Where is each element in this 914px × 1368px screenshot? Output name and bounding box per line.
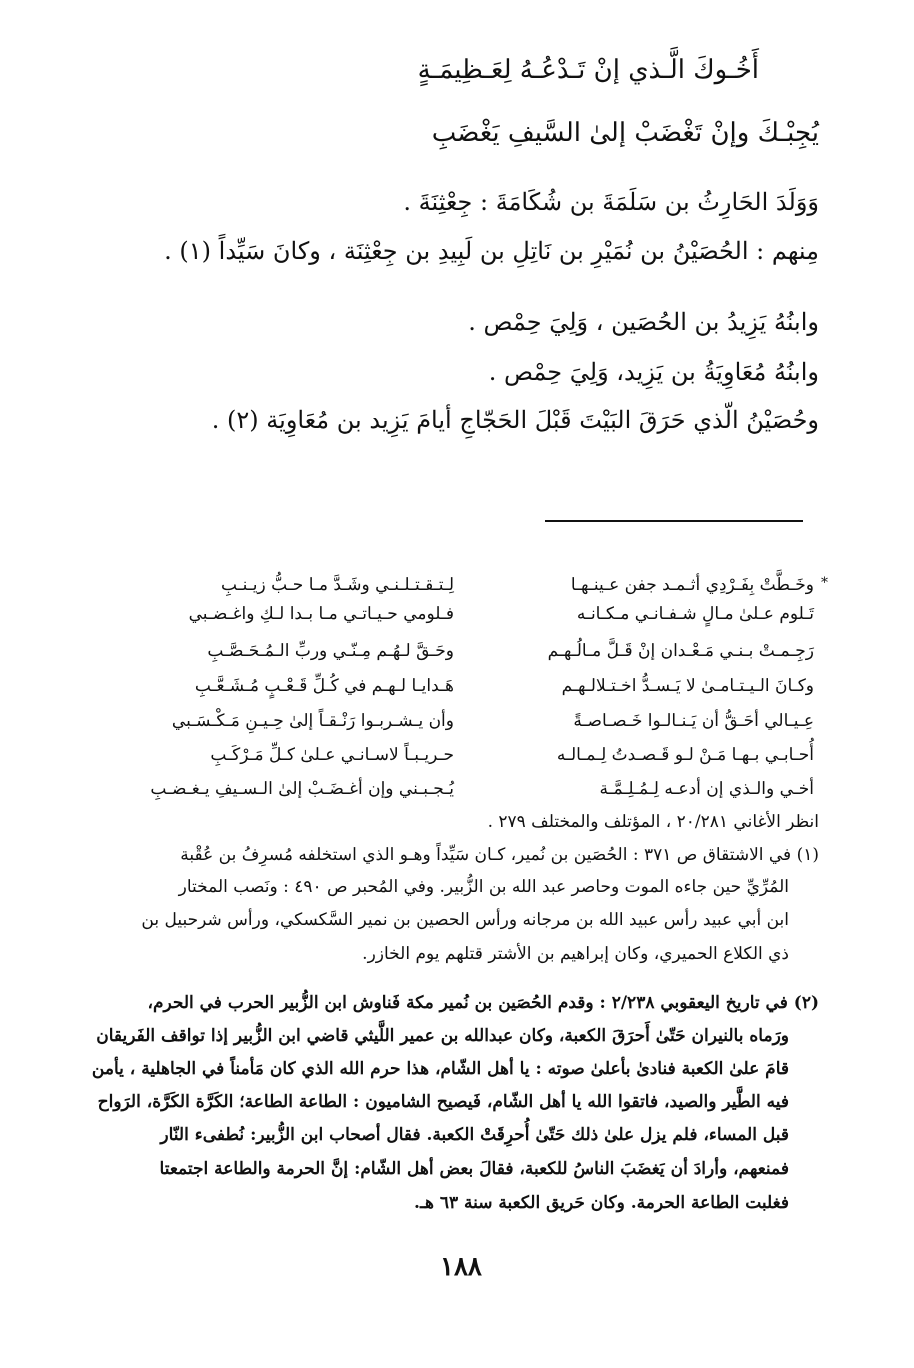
footnote-2-line: فيه الطَّير والصيد، فاتقوا الله يا أهل الشّام، فَيصيح الشاميون : الطاعة الطاعة؛ الكَرَّة الكَرَّة، الرَواح (97, 1092, 789, 1112)
footnote-2-line: فمنعهم، وأرادَ أن يَغضَبَ الناسُ للكعبة، فقالَ بعض أهل الشّام: إنَّ الحرمة والطاعة اجتمعتا (159, 1159, 789, 1179)
footnote-verse-right: وكـانَ الـيـتـامـىٰ لا يَـسـدُّ اخـتـلالـهـم (561, 676, 814, 696)
footnote-verse-left: يُـجـبـني وإن أغـضَـبْ إلىٰ الـسـيفِ يـغـضـبِ (150, 779, 454, 799)
footnote-1-line: المُرِّيِّ حين جاءه الموت وحاصر عبد الله بن الزُّبير. وفي المُحبر ص ٤٩٠ : ونَصب المختار (178, 877, 789, 897)
body-line-genealogy: وَوَلَدَ الحَارِثُ بن سَلَمَةَ بن شُكَامَةَ : جِعْثِنَةَ . (403, 188, 819, 216)
body-line-yazid: وابنُهُ يَزِيدُ بن الحُصَين ، وَلِيَ حِمْص . (468, 308, 819, 336)
footnote-verse-right: تَـلوم عـلىٰ مـالٍ شـفـانـي مـكـانـه (576, 604, 814, 624)
footnote-verse-right: أُحـابـي بـهـا مَـنْ لـو قَـصـدتُ لِـمـالـه (556, 745, 814, 765)
footnote-verse-right: وخَـطَّتْ بِفَـرْدِي أثـمـد جفن عـينـهـا (570, 575, 814, 595)
footnote-star-marker: * (821, 575, 828, 591)
poem-verse-second-hemistich: يُجِبْـكَ وإنْ تَغْضَبْ إلىٰ السَّيفِ يَغْضَبِ (431, 118, 819, 148)
footnote-2-line: فغلبت الطاعة الحرمة. وكان حَريق الكعبة سنة ٦٣ هـ. (414, 1193, 789, 1213)
footnote-1-line: ذي الكلاع الحميري، وكان إبراهيم بن الأشتر قتلهم يوم الخازر. (362, 944, 789, 964)
footnote-verse-left: هَـدايـا لـهـم في كُـلِّ قَـعْـبٍ مُـشَـعَّـبِ (194, 676, 454, 696)
footnote-separator (545, 520, 803, 522)
footnote-verse-right: أخـي والـذي إن أدعـه لِـمُـلِـمَّـة (599, 779, 814, 799)
footnote-verse-left: حـريـبـاً لاسـانـي عـلىٰ كـلِّ مَـرْكَـبِ (210, 745, 454, 765)
body-line-husain: مِنهم : الحُصَيْنُ بن نُمَيْرِ بن نَاتِلِ بن لَبِيدِ بن جِعْثِنَة ، وكانَ سَيِّداً (١) . (164, 237, 819, 265)
page-number: ١٨٨ (440, 1252, 482, 1282)
footnote-verse-left: لِـتـقـتـلـنـي وشَـدَّ مـا حـبُّ زيـنـبِ (221, 575, 454, 595)
footnote-verse-right: رَجِـمـتْ بـنـي مَـعْـدان إنْ قَـلَّ مـالُـهـم (547, 641, 814, 661)
footnote-verse-right: عِـيـالي أحَـقُّ أن يَـنـالـوا خَـصـاصـةً (573, 711, 814, 731)
footnote-2-line: قبل المساء، فلم يزل علىٰ ذلك حَتّىٰ أُحرِقَتْ الكعبة. فقال أصحاب ابن الزُّبير: نُطفىء النّار (160, 1125, 789, 1145)
poem-verse-first-hemistich: أَخُـوكَ الَّـذي إنْ تَـدْعُـهُ لِعَـظِيمَـةٍ (417, 55, 759, 85)
footnote-2-line: (٢) في تاريخ اليعقوبي ٢/٢٣٨ : وقدم الحُصَين بن نُمير مكة فَناوش ابن الزُّبير الحرب في الحرم، (147, 993, 819, 1013)
body-line-muawiya: وابنُهُ مُعَاوِيَةُ بن يَزِيد، وَلِيَ حِمْص . (488, 358, 819, 386)
footnote-verse-left: فـلومي حـيـاتـي مـا بـدا لـكِ واغـضـبي (188, 604, 454, 624)
footnote-2-line: ورَماه بالنيران حَتّىٰ أَحرَقَ الكعبة، وكان عبدالله بن عمير اللَّيثي قاضي ابن الزُّبير إذا تواقف الفَريقان (96, 1026, 789, 1046)
body-line-kaaba: وحُصَيْنُ الّذي حَرَقَ البَيْتَ قَبْلَ الحَجّاجِ أيامَ يَزِيد بن مُعَاوِيَة (٢) . (211, 406, 819, 434)
footnote-poem-source: انظر الأغاني ٢٠/٢٨١ ، المؤتلف والمختلف ٢٧٩ . (487, 812, 819, 832)
footnote-2-line: قامَ علىٰ الكعبة فنادىٰ بأعلىٰ صوته : يا أهل الشّام، هذا حرم الله الذي كان مَأمناً في الجاهلية ، يأمن (91, 1059, 789, 1079)
footnote-verse-left: وحَـقَّ لـهُـم مِـنّـي وربِّ الـمُـحَـصَّـبِ (207, 641, 454, 661)
footnote-verse-left: وأن يـشـربـوا رَنْـقـاً إلىٰ حِـيـنِ مَـكْـسَـبي (171, 711, 454, 731)
footnote-1-line: (١) في الاشتقاق ص ٣٧١ : الحُصَين بن نُمير، كـان سَيِّداً وهـو الذي استخلفه مُسرِفُ بن عُقْبة (180, 845, 819, 865)
footnote-1-line: ابن أبي عبيد رأس عبيد الله بن مرجانه ورأس الحصين بن نمير السَّكسكي، ورأس شرحبيل بن (141, 910, 789, 930)
